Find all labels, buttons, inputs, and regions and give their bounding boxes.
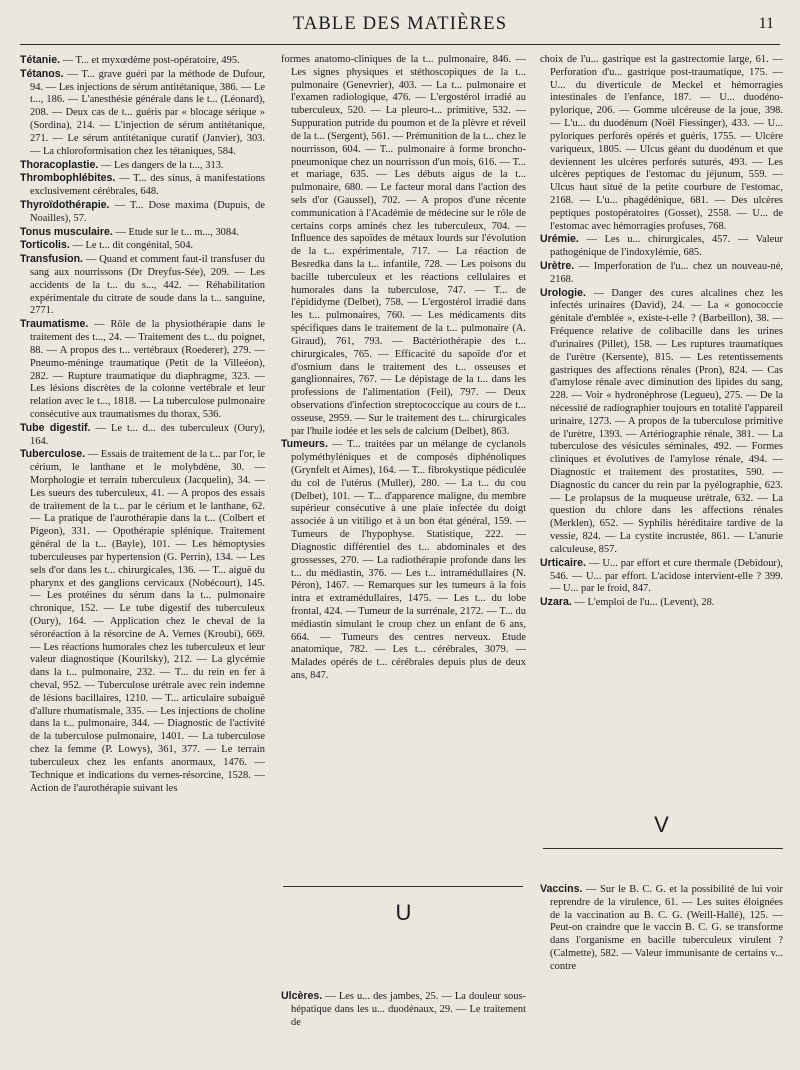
entry-text: — T... des sinus, à manifestations exclusivement cérébrales, 648. (30, 173, 265, 198)
entry-text: — L'emploi de l'u... (Levent), 28. (571, 597, 715, 609)
entry-headword: Tumeurs. (281, 438, 328, 451)
entry-text: — Le t... dit congénital, 504. (69, 240, 194, 252)
index-entry (540, 883, 783, 974)
index-entry (20, 239, 265, 253)
entry-text: — Le t... d... des tuberculeux (Oury), 164. (30, 422, 265, 447)
entry-text: formes anatomo-cliniques de la t... pulmonaire, 846. — Les signes physiques et stéthoscopiques de la t... pulmonaire (Genevrier), 403. — La t... pulmonaire et l'examen radiologique, 476. — L'ergostérol irradié au tuberculeux, 520. — La pleuro-t... primitive, 532. — Suppuration putride du poumon et de la plèvre et réveil de la t... (Sergent), 561. — Prémunition de la t... chez le nourrisson, 604. — T... pulmonaire à forme broncho-pneumonique chez un nourrisson d'un mois, 616. — T... et mariage, 635. — Les débuts aigus de la t... pulmonaire, 680. — Le facteur moral dans l'action des sels d'or (Gaussel), 702. — A propos d'une récente communication à l'Académie de médecine sur le rôle de certains corps aminés chez les tuberculeux, 704. — Influence des sapoïdes de métaux lourds sur l'évolution de la t... expérimentale, 717. — La réaction de Besredka dans la t... infantile, 728. — Les poisons du bacille tuberculeux et les réactions cellulaires et humorales dans la tuberculose, 747. — T... de l'épididyme (Delbet), 758. — L'ergostérol irradié dans les t... pulmonaires, 760. — Les médicaments dits spécifiques dans le traitement de la t... pulmonaire (A. Giraud), 761, 793. — Bactériothérapie des t... chirurgicales, 765. — Efficacité du sapoïde d'or et d'osmium dans le traitement des t... osseuses et ganglionnaires, 767. — Le dépistage de la t... dans les professions de l'alimentation (Feil), 797. — Deux observations d'infection streptococcique au cours de t... osseuse, 2959. — Sur le traitement des t... chirurgicales par l'huile iodée et les sels de calcium (Delbet), 863. (281, 54, 526, 437)
entry-headword: Ulcères. (281, 990, 323, 1002)
index-column-left (20, 54, 265, 1062)
index-entry (20, 422, 265, 449)
index-block-u (281, 990, 526, 1029)
entry-text: — T... grave guéri par la méthode de Dufour, 94. — Les injections de sérum antitétanique, 386. — Le t..., 186. — L'anesthésie générale dans le t... (Léonard), 208. — Deux cas de t... guéris par « blocage sérique » (Sordina), 214. — L'injection de sérum antitétanique, 271. — Le sérum antitétanique curatif (Janvier), 303. — La chloroformisation chez les tétaniques, 584. (30, 68, 265, 157)
entry-text: — Danger des cures alcalines chez les infectés urinaires (David), 24. — La « gonococcie génitale d'emblée », existe-t-elle ? (Barbeillon), 38. — Fréquence relative de colibacille dans les urines d'urinaires (Pillet), 158. — Les ruptures traumatiques de l'urètre (Kersente), 815. — Les retentissements gastriques des affections rénales (Pron), 824. — Cas d'amylose rénale avec diminution des lipides du sang, 228. — Voir « hydronéphrose (Legueu), 275. — De la nécessité de radiographier toujours en totalité l'appareil urinaire, 1273. — A propos de la tuberculose primitive de l'urètre, 1393. — Artériographie rénale, 381. — La tuberculose des vésicules séminales, 492. — Formes cliniques et évolutives de l'amylose rénale, 494. — Diagnostic et traitement des prostatites, 590. — Diagnostic du cancer du rein par la pyélographie, 623. — Le prolapsus de la muqueuse urétrale, 632. — La question du chlore dans les affections rénales (Merklen), 652. — Syphilis héréditaire tardive de la vessie, 824. — La cystite incrustée, 861. — L'anurie calculeuse, 857. (550, 287, 783, 555)
index-entry (281, 438, 526, 682)
entry-text: — Les dangers de la t..., 313. (98, 159, 224, 171)
entry-text: choix de l'u... gastrique est la gastrectomie large, 61. — Perforation d'u... gastrique post-traumatique, 175. — U... du diverticule de Meckel et hémorragies intestinales de l'enfance, 187. — U... duodéno-pylorique, 206. — Gomme ulcéreuse de la joue, 398. — L'u... du duodénum (Noël Fiessinger), 433. — U... pyloriques perforés opérés et guéris, 1755. — Ulcère variqueux, 1805. — Ulcus géant du duodénum et que deviennent les ulcères perforés suturés, 493. — Les ulcères peptiques de l'estomac du jéjunum, 559. — Ulcus haut situé de la petite courbure de l'estomac, 2168. — L'u... phagédénique, 681. — Des ulcères peptiques postopératoires (Gosset), 2558. — U... de l'estomac avec hémorragies profuses, 768. (540, 54, 783, 232)
entry-text: — U... par effort et cure thermale (Debidour), 546. — U... par effort. L'acidose intervient-elle ? 399. — U... par le froid, 847. (550, 557, 783, 595)
entry-text: — Essais de traitement de la t... par l'or, le cérium, le lanthane et le molybdène, 30. — Morphologie et terrain tuberculeux (Jacquelin), 34. — Les sueurs des tuberculeux, 41. — A propos des essais de traitement de la t... par le cérium et le lanthane, 62. — La pratique de l'aurothérapie dans la t... (Colbert et Pigeon), 331. — Opothérapie splénique. Traitement général de la t... (Bayle), 101. — Les hémoptysies tuberculeuses par hypertension (G. Perrin), 134. — Les sels d'or dans les t... chirurgicales, 136. — T... aiguë du pharynx et des ganglions cervicaux (Nobécourt), 145. — Les protéines du sérum dans la t... pulmonaire chronique, 152. — Le tube digestif des tuberculeux (Oury), 164. — Application chez le cheval de la séroréaction à la résorcine de A. Vernes (Kroubi), 669. — Les réactions humorales chez les tuberculeux et leur valeur diagnostique (Kourilsky), 212. — La glycémie dans la t... pulmonaire, 232. — T... du rein en fer à cheval, 952. — Tuberculose urétrale avec rein indemne de lésions bacillaires, 1210. — T... articulaire subaiguë d'allure rhumatismale, 335. — Les injections de choline dans la t... pulmonaire, 344. — Diagnostic de l'activité de la tuberculose pulmonaire, 1401. — La tuberculose chez la femme (P. Lowys), 361, 377. — Le terrain tuberculeux chez les enfants anormaux, 1476. — Technique et indications du vernes-résorcine, 1528. — Action de l'aurothérapie suivant les (30, 449, 265, 794)
entry-headword: Tuberculose. (20, 448, 86, 461)
entry-text: — Les u... chirurgicales, 457. — Valeur pathogénique de l'indoxylémie, 685. (550, 234, 783, 259)
entry-headword: Torticolis. (20, 239, 70, 252)
index-block-v (540, 883, 783, 974)
index-entry (20, 448, 265, 795)
entry-headword: Vaccins. (540, 883, 583, 895)
index-entry (20, 253, 265, 318)
entry-headword: Urémie. (540, 233, 579, 246)
page-number: 11 (758, 15, 774, 32)
entry-text: — T... traitées par un mélange de cyclanols polyméthyléniques et de composés diphénoliques (Grynfelt et Aimes), 164. — T... fibrokystique pédiculée du col de l'utérus (Muller), 280. — La t... du cou (Delbet), 101. — T... d'apparence maligne, du membre supérieur consécutive à une plaie infectée du doigt associée à un vitiligo et à un bon état général, 159. — Tumeurs de l'hypophyse. Statistique, 222. — Diagnostic différentiel des t... abdominales et des grossesses, 270. — La radiothérapie profonde dans les t... du médiastin, 376. — Les t... intramédullaires (N. Péron), 1467. — Remarques sur les tumeurs à la fois intra et extramédullaires, 1475. — Les t... du lobe frontal, 424. — Tumeur de la surrénale, 2172. — T... du médiastin simulant le croup chez un enfant de 6 ans, 664. — Tumeurs des centres nerveux. Etude anatomique, 782. — Les t... cérébrales, 3079. — Malades opérés de t... cérébrales depuis plus de deux ans, 847. (291, 439, 526, 681)
index-entry (20, 199, 265, 226)
entry-text: — Les u... des jambes, 25. — La douleur sous-hépatique dans les u... duodénaux, 29. — Le traitement de (291, 991, 526, 1028)
index-entry (281, 54, 526, 438)
entry-headword: Tétanie. (20, 54, 61, 66)
index-entry (540, 596, 783, 610)
entry-text: — Etude sur le t... m..., 3084. (112, 226, 239, 238)
index-entry (540, 233, 783, 260)
entry-headword: Thrombophlébites. (20, 172, 116, 185)
entry-text: — Sur le B. C. G. et la possibilité de lui voir reprendre de la virulence, 61. — Les suites éloignées de la vaccination au B. C. G. (Weill-Hallé), 125. — Peut-on craindre que le vaccin B. C. G. se transforme dans l'organisme en bacille tuberculeux virulent ? (Calmette), 582. — Valeur immunisante de certains v... contre (550, 884, 783, 972)
index-entry (20, 226, 265, 240)
index-entry (20, 318, 265, 422)
entry-headword: Thyroïdothérapie. (20, 198, 110, 211)
index-entry (20, 172, 265, 199)
index-entry (540, 287, 783, 557)
index-entry (540, 260, 783, 287)
entry-headword: Traumatisme. (20, 318, 89, 331)
entry-text: — Imperforation de l'u... chez un nouveau-né, 2168. (550, 261, 783, 285)
index-entry (540, 54, 783, 233)
index-entry (20, 159, 265, 173)
index-entry (20, 54, 265, 68)
entry-text: — T... et myxœdème post-opératoire, 495. (60, 55, 240, 66)
section-letter-u: U (395, 900, 412, 925)
index-column-right (540, 54, 783, 824)
entry-text: — T... Dose maxima (Dupuis, de Noailles), 57. (30, 199, 265, 224)
section-rule-u (283, 886, 523, 887)
index-column-middle (281, 54, 526, 869)
entry-headword: Uzara. (540, 596, 572, 609)
section-letter-v: V (654, 812, 669, 837)
entry-headword: Tube digestif. (20, 421, 91, 434)
index-entry (20, 68, 265, 159)
page-title: TABLE DES MATIÈRES (292, 14, 508, 34)
entry-headword: Transfusion. (20, 253, 83, 266)
entry-headword: Urètre. (540, 260, 575, 272)
entry-headword: Urologie. (540, 286, 586, 299)
entry-headword: Tétanos. (20, 67, 64, 80)
entry-text: — Rôle de la physiothérapie dans le traitement des t..., 24. — Traitement des t... du poignet, 88. — A propos des t... vertébraux (Roederer), 279. — Pneumo-méninge traumatique (Petit de la Villeéon), 282. — Rupture traumatique du diaphragme, 323. — Les lésions discrètes de la colonne vertébrale et leur relation avec le t..., 1818. — La tuberculose pulmonaire consécutive aux traumatismes du thorax, 536. (30, 319, 265, 420)
section-rule-v (543, 848, 783, 849)
index-entry (281, 990, 526, 1029)
entry-text: — Quand et comment faut-il transfuser du sang aux nourrissons (Dr Dreyfus-Sée), 209. — Les accidents de la t... du s..., 442. — Réhabilitation expérimentale du citrate de soude dans la t... sanguine, 2771. (30, 254, 265, 317)
entry-headword: Thoracoplastie. (20, 158, 99, 171)
entry-headword: Tonus musculaire. (20, 225, 113, 238)
entry-headword: Urticaire. (540, 556, 586, 569)
header-rule (20, 44, 780, 45)
running-head (20, 10, 780, 40)
index-entry (540, 557, 783, 596)
